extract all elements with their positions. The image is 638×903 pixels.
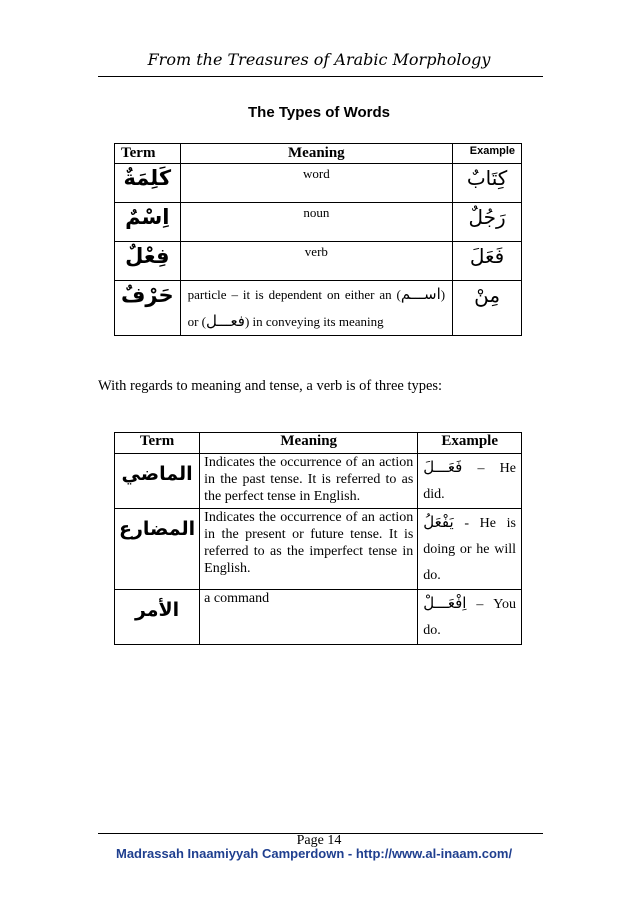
meaning-cell: Indicates the occurrence of an action in the present or future tense. It is referred to as the imperfect tense in English.	[200, 509, 418, 590]
table-row	[115, 590, 522, 645]
table-row	[115, 281, 522, 336]
table-row	[115, 164, 522, 203]
table-row	[115, 454, 522, 509]
table-row	[115, 242, 522, 281]
example-cell: كِتَابٌ	[453, 164, 522, 203]
arabic-fil: فعـــل	[206, 312, 245, 330]
meaning-cell: noun	[180, 203, 453, 242]
body-paragraph: With regards to meaning and tense, a verb is of three types:	[98, 378, 443, 394]
meaning-text: ) in conveying its meaning	[244, 314, 384, 329]
meaning-cell: Indicates the occurrence of an action in the past tense. It is referred to as the perfect tense in English.	[200, 454, 418, 509]
term-cell: اِسْمٌ	[115, 203, 181, 242]
example-arabic: اِفْعَـــلْ	[423, 594, 467, 612]
footer-link[interactable]: Madrassah Inaamiyyah Camperdown - http://www.al-inaam.com/	[116, 846, 513, 861]
table-row	[115, 509, 522, 590]
example-cell	[418, 590, 522, 645]
header-rule	[98, 76, 543, 77]
example-arabic: يَفْعَلُ	[423, 513, 454, 531]
meaning-header: Meaning	[180, 144, 453, 164]
verb-types-table	[114, 432, 522, 645]
term-cell: المضارع	[115, 509, 200, 590]
example-english: – You do.	[423, 597, 516, 638]
example-header: Example	[418, 433, 522, 454]
meaning-cell: verb	[180, 242, 453, 281]
meaning-cell: a command	[200, 590, 418, 645]
term-header: Term	[115, 433, 200, 454]
example-english: – He did.	[423, 461, 516, 502]
example-cell: رَجُلٌ	[453, 203, 522, 242]
meaning-text: ) or (	[187, 287, 446, 329]
meaning-cell: word	[180, 164, 453, 203]
meaning-header: Meaning	[200, 433, 418, 454]
table-header-row	[115, 144, 522, 164]
section-title: The Types of Words	[248, 104, 390, 121]
example-english: - He is doing or he will do.	[423, 516, 516, 583]
table-row	[115, 203, 522, 242]
term-cell: حَرْفٌ	[115, 281, 181, 336]
running-header: From the Treasures of Arabic Morphology	[147, 50, 491, 69]
arabic-ism: اســـم	[400, 285, 441, 303]
example-arabic: فَعَـــلَ	[423, 458, 463, 476]
table-header-row	[115, 433, 522, 454]
term-cell: الأمر	[115, 590, 200, 645]
example-cell	[418, 509, 522, 590]
meaning-text: particle – it is dependent on either an (	[187, 287, 401, 302]
page-number: Page 14	[296, 833, 342, 848]
word-types-table	[114, 143, 522, 336]
term-header: Term	[115, 144, 181, 164]
term-cell: الماضي	[115, 454, 200, 509]
term-cell: فِعْلٌ	[115, 242, 181, 281]
example-cell: فَعَلَ	[453, 242, 522, 281]
term-cell: كَلِمَةٌ	[115, 164, 181, 203]
example-cell	[418, 454, 522, 509]
meaning-cell	[180, 281, 453, 336]
example-cell: مِنْ	[453, 281, 522, 336]
example-header: Example	[453, 144, 522, 164]
